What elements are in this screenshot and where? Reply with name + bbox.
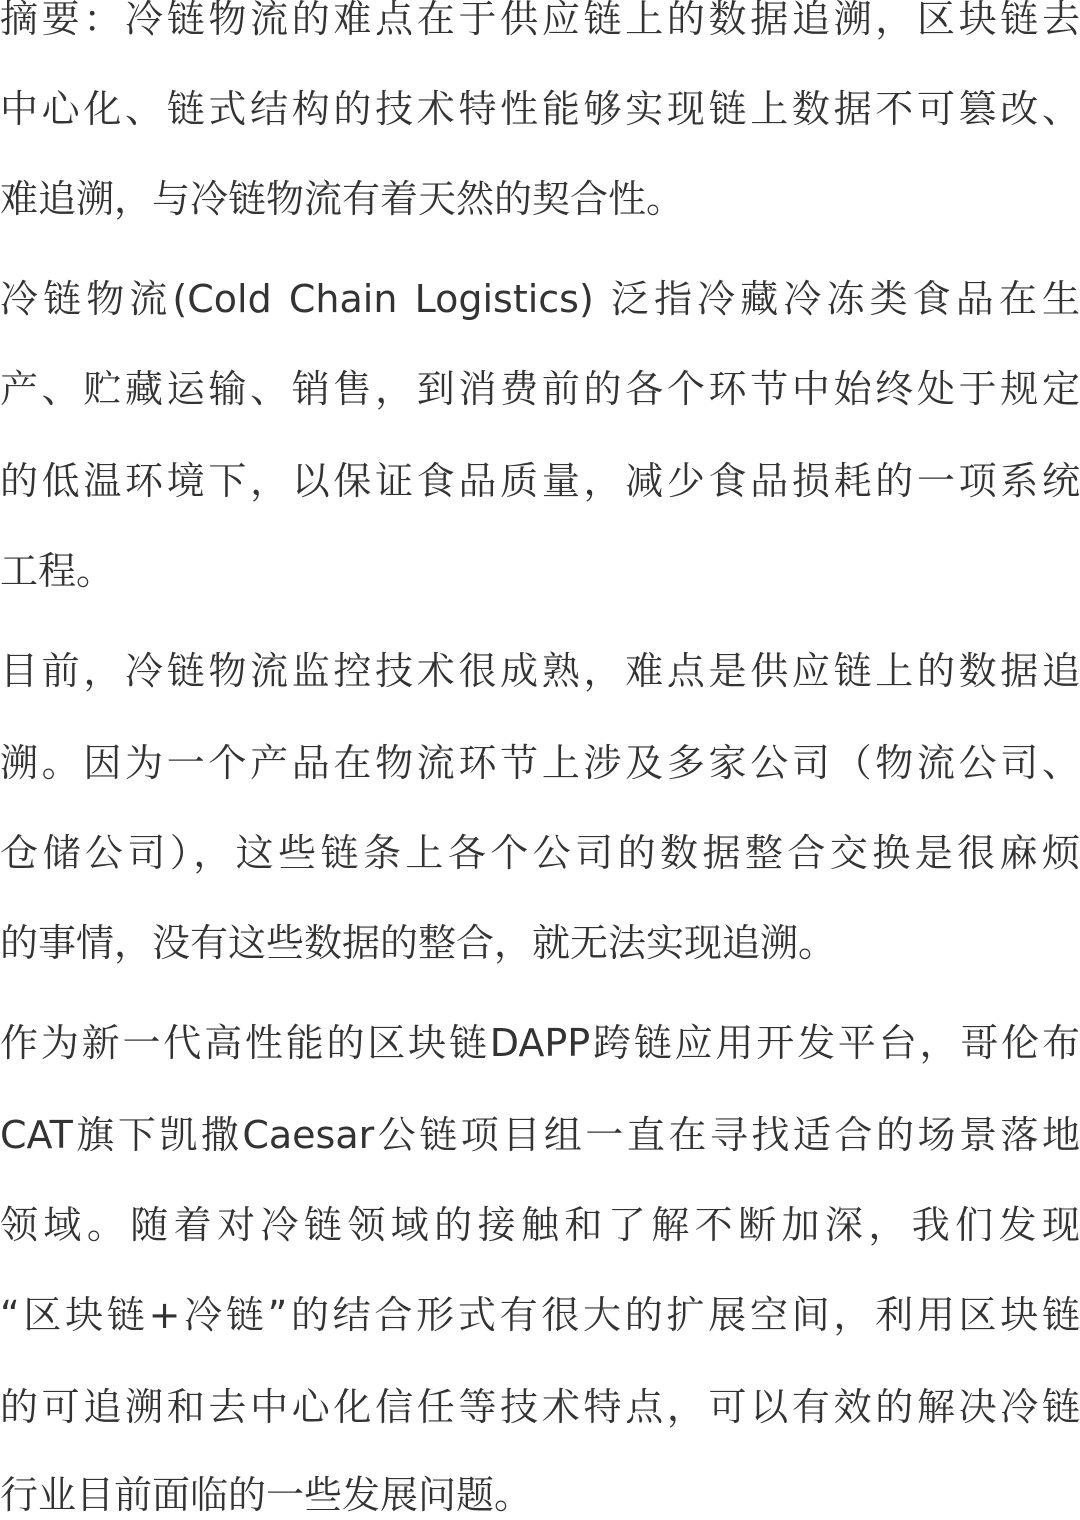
- text-line: 冷链物流(Cold Chain Logistics) 泛指冷藏冷冻类食品在生: [0, 277, 1080, 321]
- text-line: 的可追溯和去中心化信任等技术特点，可以有效的解决冷链: [0, 1385, 1080, 1429]
- text-line: 目前，冷链物流监控技术很成熟，难点是供应链上的数据追: [0, 649, 1080, 693]
- text-line: 作为新一代高性能的区块链DAPP跨链应用开发平台，哥伦布: [0, 1021, 1080, 1065]
- text-line: 仓储公司），这些链条上各个公司的数据整合交换是很麻烦: [0, 831, 1080, 875]
- text-line: 工程。: [0, 549, 115, 593]
- text-line: 溯。因为一个产品在物流环节上涉及多家公司（物流公司、: [0, 741, 1080, 785]
- text-line: “区块链+冷链”的结合形式有很大的扩展空间，利用区块链: [0, 1293, 1080, 1337]
- text-line: 摘要：冷链物流的难点在于供应链上的数据追溯，区块链去: [0, 0, 1080, 41]
- text-line: 中心化、链式结构的技术特性能够实现链上数据不可篡改、: [0, 87, 1080, 131]
- text-line: CAT旗下凯撒Caesar公链项目组一直在寻找适合的场景落地: [0, 1113, 1080, 1157]
- text-line: 行业目前面临的一些发展问题。: [0, 1473, 533, 1517]
- text-line: 的低温环境下，以保证食品质量，减少食品损耗的一项系统: [0, 459, 1080, 503]
- text-line: 产、贮藏运输、销售，到消费前的各个环节中始终处于规定: [0, 367, 1080, 411]
- text-line: 领域。随着对冷链领域的接触和了解不断加深，我们发现: [0, 1203, 1080, 1247]
- text-line: 的事情，没有这些数据的整合，就无法实现追溯。: [0, 921, 837, 965]
- text-line: 难追溯，与冷链物流有着天然的契合性。: [0, 177, 685, 221]
